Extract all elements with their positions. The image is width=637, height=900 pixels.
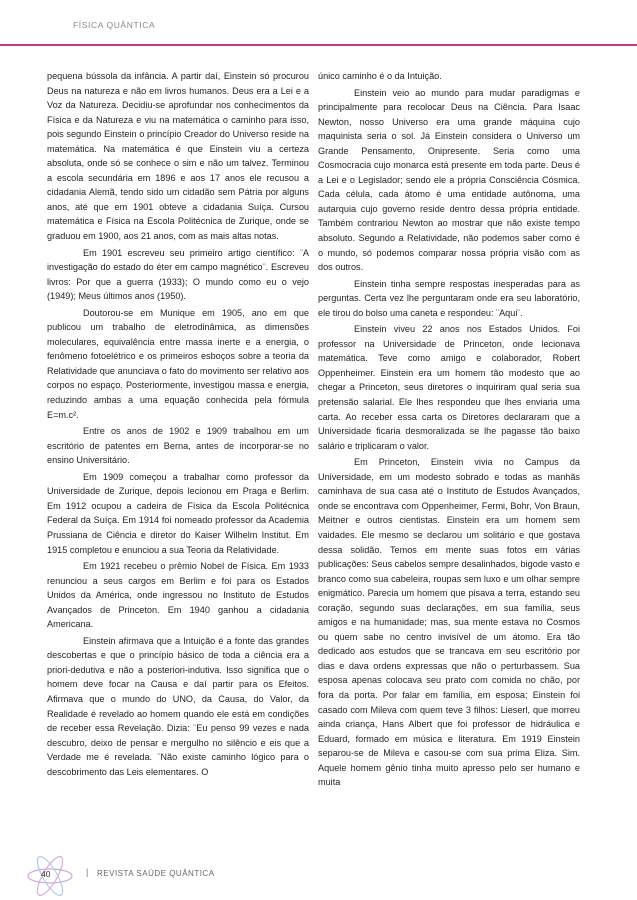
right-column <box>318 69 580 790</box>
left-column <box>47 69 309 779</box>
paragraph: único caminho é o da Intuição. <box>318 71 442 81</box>
footer-separator: | <box>86 867 89 877</box>
paragraph: Einstein afirmava que a Intuição é a fonte das grandes descobertas e que o princípio básico de toda a ciência era a priori-dedutiva e não a posteriori-indutiva. Isso significa que o homem deve focar na Causa e daí partir para os Efeitos. Afirmava que o mundo do UNO, da Causa, do Valor, da Realidade é revelado ao homem quando ele está em condições de receber essa Revelação. Dizia: ¨Eu penso 99 vezes e nada descubro, deixo de pensar e mergulho no silêncio e eis que a Verdade me é revelada. ¨Não existe caminho lógico para o descobrimento das Leis elementares. O <box>47 635 309 777</box>
section-title: FÍSICA QUÂNTICA <box>73 20 156 30</box>
paragraph: Einstein veio ao mundo para mudar paradigmas e principalmente para recolocar Deus na Ciência. Para Isaac Newton, nosso Universo era uma grande máquina cujo maquinista seria o sol. Já Einstein considera o Universo um Grande Pensamento, Onipresente. Seria como uma Cosmocracia cujo monarca está presente em toda parte. Deus é a Lei e o Legislador; sendo ele a própria Consciência Cósmica. Cada célula, cada átomo é uma entidade autônoma, uma autarquia cujo governo reside dentro dessa própria entidade. Também contrariou Newton ao mostrar que não existe tempo absoluto. Segundo a Relatividade, não podemos saber como é o mundo, só podemos comparar nossa própria visão com as dos outros. <box>318 87 580 273</box>
page-number: 40 <box>41 869 51 879</box>
paragraph: Em Princeton, Einstein vivia no Campus da Universidade, em um modesto sobrado e todas as manhãs caminhava de sua casa até o Instituto de Estudos Avançados, onde se encontrava com Oppenheimer, Fermi, Bohr, Von Braun, Meitner e outros cientistas. Einstein era um homem sem vaidades. Ele mesmo se declarou um solitário e que gostava dessa solidão. Temos em mente suas fotos em várias publicações: Seus cabelos sempre desalinhados, bigode vasto e branco como sua cabeleira, roupas sem luxo e um olhar sempre enigmático. Parecia um homem que pisava a terra, estando seu coração, segundo suas declarações, em sua família, seus amigos e na humanidade; mas, sua mente estava no Cosmos ou quem sabe no centro invisível de um átomo. Era tão dedicado aos estudos que se trancava em seu escritório por dias e dava ordens expressas que não o perturbassem. Sua esposa apenas colocava seu prato com comida no chão, por fora da porta. Por falar em família, em esposa; Einstein foi casado com Mileva com quem teve 3 filhos: Lieserl, que morreu ainda criança, Hans Albert que foi professor de hidráulica e Eduard, formado em música e literatura. Em 1919 Einstein separou-se de Mileva e casou-se com sua prima Eliza. Sim. Aquele homem gênio tinha muito apresso pelo ser humano e muita <box>318 457 580 788</box>
paragraph: Entre os anos de 1902 e 1909 trabalhou em um escritório de patentes em Berna, antes de incorporar-se no ensino Universitário. <box>47 426 309 466</box>
magazine-title: REVISTA SAÚDE QUÂNTICA <box>97 869 215 878</box>
page-footer <box>0 858 637 900</box>
paragraph: Em 1921 recebeu o prêmio Nobel de Física. Em 1933 renunciou a seus cargos em Berlim e foi para os Estados Unidos da América, onde ingressou no Instituto de Estudos Avançados de Princeton. Em 1940 ganhou a cidadania Americana. <box>47 561 309 630</box>
paragraph: Doutorou-se em Munique em 1905, ano em que publicou um trabalho de eletrodinâmica, as dimensões moleculares, equivalência entre massa inerte e a energia, o fenômeno fotoelétrico e os primeiros esboços sobre a teoria da Relatividade que anunciava o fato do movimento ser relativo aos corpos no espaço. Posteriormente, investigou massa e energia, reduzindo ambas a uma equação conhecida pela fórmula E=m.c². <box>47 307 309 420</box>
header-divider <box>0 44 637 46</box>
paragraph: Em 1909 começou a trabalhar como professor da Universidade de Zurique, depois lecionou em Praga e Berlim. Em 1912 ocupou a cadeira de Física da Escola Politécnica Federal da Suíça. Em 1914 foi nomeado professor da Academia Prussiana de Ciência e diretor do Kaiser Wilhelm Institut. Em 1915 completou e enunciou a sua Teoria da Relatividade. <box>47 471 309 555</box>
paragraph: pequena bússola da infância. A partir daí, Einstein só procurou Deus na natureza e não em livros humanos. Deus era a Lei e a Voz da Natureza. Decidiu-se aprofundar nos conhecimentos da Física e da Natureza e viu na matemática o caminho para isso, pois segundo Einstein o princípio Creador do Universo reside na matemática. Na matemática é que Einstein viu a certeza absoluta, onde só se conhece o sim e não um talvez. Terminou a escola secundária em 1896 e aos 17 anos ele recusou a cidadania Alemã, tendo sido um cidadão sem Pátria por alguns anos, até que em 1901 obteve a cidadania Suíça. Cursou matemática e Física na Escola Politécnica de Zurique, onde se graduou em 1900, aos 21 anos, com as mais altas notas. <box>47 71 309 242</box>
paragraph: Em 1901 escreveu seu primeiro artigo científico: ¨A investigação do estado do éter em campo magnético¨. Escreveu livros: Por que a guerra (1933); O mundo como eu o vejo (1949); Meus últimos anos (1950). <box>47 247 309 302</box>
paragraph: Einstein tinha sempre respostas inesperadas para as perguntas. Certa vez lhe perguntaram onde era seu laboratório, ele tirou do bolso uma caneta e respondeu: ¨Aqui¨. <box>318 278 580 318</box>
paragraph: Einstein viveu 22 anos nos Estados Unidos. Foi professor na Universidade de Princeton, onde lecionava matemática. Teve como amigo e colaborador, Robert Oppenheimer. Einstein era um homem tão modesto que ao chegar a Princeton, seus diretores o inquiriram qual seria sua pretensão salarial. Ele lhes respondeu que lhes enviaria uma carta. Ao receber essa carta os Diretores declararam que a Universidade ficaria desmoralizada se lhe pagasse tão baixo salário e triplicaram o valor. <box>318 324 580 451</box>
page-header <box>0 0 637 46</box>
